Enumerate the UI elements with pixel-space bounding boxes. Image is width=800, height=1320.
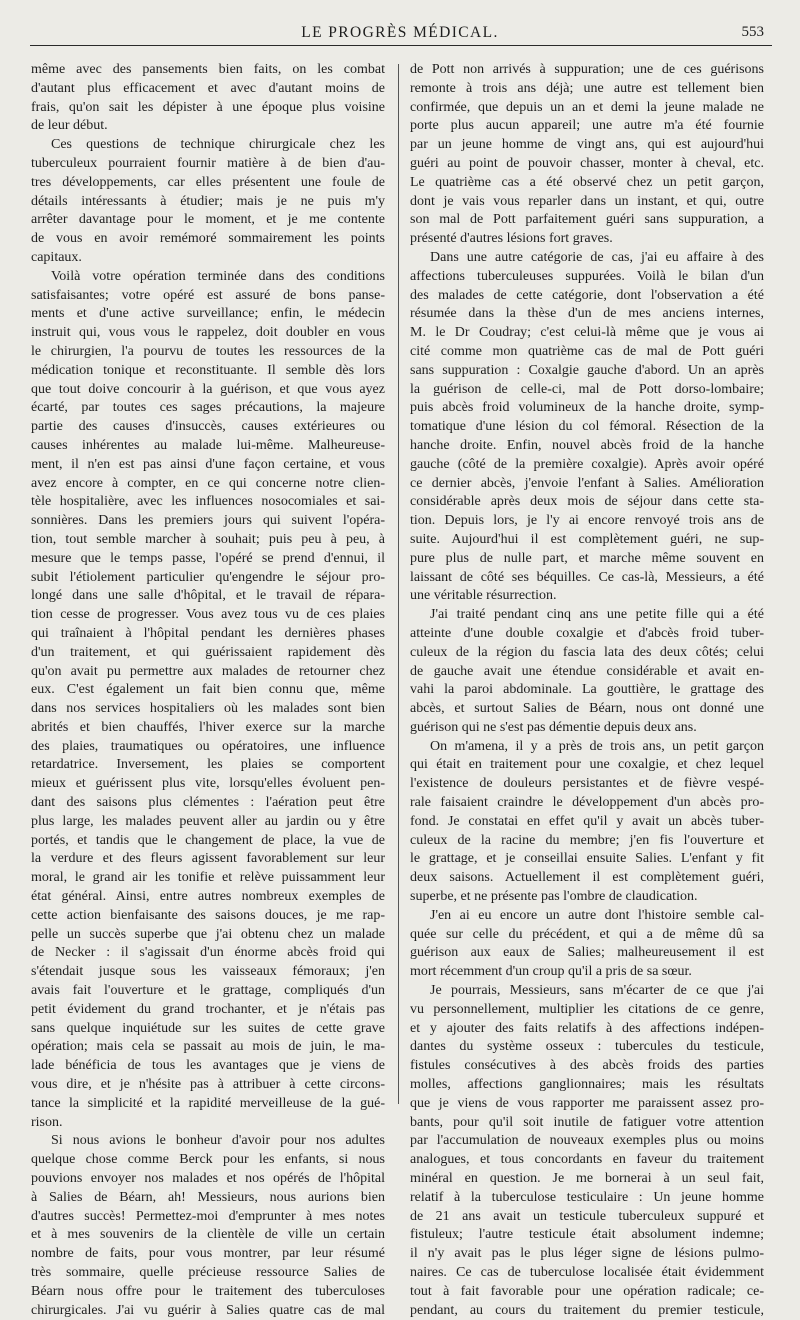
- text-line: que je viens de vous rapporter me paraissent assez pro-: [410, 1095, 764, 1111]
- text-line: vous dire, et je n'hésite pas à attribuer à cette circons-: [31, 1077, 385, 1093]
- header-rule: [30, 45, 772, 46]
- text-line: pouvions envoyer nos malades et nos opérés de l'hôpital: [31, 1171, 385, 1187]
- text-line: culeux de la racine du membre; j'en fis l'ouverture et: [410, 832, 764, 848]
- text-line: Le quatrième cas a été observé chez un petit garçon,: [410, 174, 764, 190]
- text-line: considérable après deux mois de séjour dans cette sta-: [410, 494, 764, 510]
- text-line: sans quelque inquiétude sur les suites de cette grave: [31, 1020, 385, 1036]
- text-line: qui était en traitement pour une coxalgie, et chez lequel: [410, 757, 764, 773]
- text-line: hanche droite. Enfin, nouvel abcès froid de la hanche: [410, 437, 764, 453]
- text-line: pure plus de nulle part, et marche même souvent en: [410, 550, 764, 566]
- journal-title: LE PROGRÈS MÉDICAL.: [301, 24, 499, 41]
- text-line: causes inhérentes au malade lui-même. Malheureuse-: [31, 437, 385, 453]
- text-line: fistuleux; l'autre testicule était absolument indemne;: [410, 1227, 764, 1243]
- text-line: pendant, au cours du traitement du premier testicule,: [410, 1302, 764, 1318]
- text-line: écarté, par toutes ces sages précautions, la majeure: [31, 400, 385, 416]
- text-line: sonnières. Dans les premiers jours qui suivent l'opéra-: [31, 513, 385, 529]
- text-line: s'étendait jusque sous les vaisseaux fémoraux; j'en: [31, 964, 385, 980]
- text-line: rale faisaient craindre le développement d'un abcès pro-: [410, 795, 764, 811]
- text-line: avais fait l'ouverture et le grattage, compliqués d'un: [31, 983, 385, 999]
- text-line: d'autres succès! Permettez-moi d'emprunter à mes notes: [31, 1208, 385, 1224]
- text-line: tion cesse de progresser. Vous avez tous vu de ces plaies: [31, 607, 385, 623]
- text-line: détails intéressants à étudier; mais je ne puis m'y: [31, 193, 385, 209]
- text-line: de gauche avait une étendue considérable et avait en-: [410, 663, 764, 679]
- text-line: pelle un succès superbe que j'ai obtenu chez un malade: [31, 926, 385, 942]
- text-line: tion. Depuis lors, je l'y ai encore renvoyé trois ans de: [410, 513, 764, 529]
- text-line: qu'on avait pu permettre aux malades de retourner chez: [31, 663, 385, 679]
- text-line: résumée dans la thèse d'un de mes anciens internes,: [410, 306, 764, 322]
- text-line: opération; mais cela se passait au mois de juin, le ma-: [31, 1039, 385, 1055]
- text-line: lade bénéficia de tous les avantages que je viens de: [31, 1058, 385, 1074]
- text-line: tuberculeux pourraient fournir matière à de bien d'au-: [31, 155, 385, 171]
- text-line: guérison qui ne s'est pas démentie depuis deux ans.: [410, 719, 697, 735]
- text-line: chirurgicales. J'ai vu guérir à Salies quatre cas de mal: [31, 1302, 385, 1318]
- text-line: il n'y avait pas le plus léger signe de lésions pulmo-: [410, 1246, 764, 1262]
- text-line: le chirurgien, l'a pourvu de toutes les ressources de la: [31, 343, 385, 359]
- text-line: tion, tout semble marcher à souhait; puis peu à peu, à: [31, 531, 385, 547]
- right-column: [410, 61, 764, 1320]
- text-line: guérison aux eaux de Salies; malheureusement il est: [410, 945, 764, 961]
- text-line: ce dernier abcès, j'envoie l'enfant à Salies. Amélioration: [410, 475, 764, 491]
- page-number: 553: [741, 24, 764, 40]
- text-line: vahi la paroi abdominale. La gouttière, le grattage des: [410, 682, 764, 698]
- text-line: gauche (côté de la première coxalgie). Après avoir opéré: [410, 456, 764, 472]
- text-line: quée sur celle du précédent, et qui a de même dû sa: [410, 926, 764, 942]
- text-line: de vous en avoir remémoré sommairement les points: [31, 231, 385, 247]
- text-line: médication tonique et reconstituante. Il semble dès lors: [31, 362, 385, 378]
- text-line: dantes du système osseux : tubercules du testicule,: [410, 1039, 764, 1055]
- text-line: On m'amena, il y a près de trois ans, un petit garçon: [430, 738, 764, 754]
- text-line: instruit qui, vous vous le rappelez, doit doubler en vous: [31, 325, 385, 341]
- text-line: superbe, et ne présente pas l'ombre de claudication.: [410, 889, 698, 905]
- text-line: de 21 ans avait un testicule tuberculeux suppuré et: [410, 1208, 764, 1224]
- text-line: portés, et tandis que le changement de place, la vue de: [31, 832, 385, 848]
- text-line: dont je vais vous reparler dans un instant, et qui, outre: [410, 193, 764, 209]
- text-line: de leur début.: [31, 118, 108, 134]
- text-line: rison.: [31, 1114, 63, 1130]
- text-line: cité comme mon quatrième cas de mal de Pott guéri: [410, 343, 764, 359]
- text-line: frais, qu'on sait les dépister à une époque plus voisine: [31, 99, 385, 115]
- text-line: retardatrice. Inversement, les plaies se comportent: [31, 757, 385, 773]
- text-line: petit évidement du grand trochanter, et je n'étais pas: [31, 1001, 385, 1017]
- text-line: Je pourrais, Messieurs, sans m'écarter de ce que j'ai: [430, 983, 764, 999]
- text-line: des malades de cette catégorie, dont l'observation a été: [410, 287, 764, 303]
- text-line: de Necker : il s'agissait d'un énorme abcès froid qui: [31, 945, 385, 961]
- text-line: la guérison de celle-ci, mal de Pott dorso-lombaire;: [410, 381, 764, 397]
- text-line: et y ajouter des faits relatifs à des affections indépen-: [410, 1020, 764, 1036]
- text-line: remonte à trois ans déjà; une autre est tellement bien: [410, 80, 764, 96]
- text-line: molles, affections ganglionnaires; mais les résultats: [410, 1077, 764, 1093]
- text-line: Voilà votre opération terminée dans des conditions: [51, 268, 385, 284]
- column-divider: [398, 64, 399, 1104]
- text-line: ments et d'une active surveillance; enfin, le médecin: [31, 306, 385, 322]
- text-line: puis abcès froid volumineux de la hanche droite, symp-: [410, 400, 764, 416]
- text-line: moral, le grand air les tonifie et relève puissamment leur: [31, 870, 385, 886]
- text-line: fond. Je constatai en effet qu'il y avait un abcès tuber-: [410, 813, 764, 829]
- text-line: tèle hospitalière, avec les influences nosocomiales et sai-: [31, 494, 385, 510]
- text-line: Ces questions de technique chirurgicale chez les: [51, 137, 385, 153]
- text-line: Dans une autre catégorie de cas, j'ai eu affaire à des: [430, 249, 764, 265]
- text-line: laissant de côté ses béquilles. Ce cas-là, Messieurs, a été: [410, 569, 764, 585]
- text-line: confirmée, que depuis un an et demi la jeune malade ne: [410, 99, 764, 115]
- text-line: dans nos services hospitaliers où les malades sont bien: [31, 701, 385, 717]
- text-line: porte plus aucun appareil; une autre m'a été fournie: [410, 118, 764, 134]
- text-line: ment, il n'en est pas ainsi d'une façon certaine, et vous: [31, 456, 385, 472]
- text-line: mieux et guérissent plus vite, lorsqu'elles évoluent pen-: [31, 776, 385, 792]
- text-line: cette action bienfaisante des saisons douces, je me rap-: [31, 907, 385, 923]
- text-line: suite. Aujourd'hui il est complètement guéri, ne sup-: [410, 531, 764, 547]
- text-line: minéral en question. Je me bornerai à un seul fait,: [410, 1171, 764, 1187]
- text-line: bants, pour qu'il soit inutile de fatiguer votre attention: [410, 1114, 764, 1130]
- text-line: d'autant plus efficacement et avec d'autant moins de: [31, 80, 385, 96]
- text-line: sans suppuration : Coxalgie gauche d'abord. Un an après: [410, 362, 764, 378]
- text-line: nombre de faits, pour vous montrer, par leur résumé: [31, 1246, 385, 1262]
- text-line: plus large, les malades peuvent aller au jardin ou y être: [31, 813, 385, 829]
- text-line: guéri au point de pouvoir chasser, monter à cheval, etc.: [410, 155, 764, 171]
- text-line: présenté d'autres lésions fort graves.: [410, 231, 613, 247]
- text-line: partie des causes d'insuccès, causes extérieures ou: [31, 419, 385, 435]
- text-line: capitaux.: [31, 249, 82, 265]
- text-line: dant des saisons plus clémentes : l'aération peut être: [31, 795, 385, 811]
- text-line: que tout doive concourir à la guérison, et que vous ayez: [31, 381, 385, 397]
- text-line: par l'accumulation de nouveaux exemples plus ou moins: [410, 1133, 764, 1149]
- text-line: une véritable résurrection.: [410, 588, 557, 604]
- text-line: l'existence de douleurs persistantes et de fièvre vespé-: [410, 776, 764, 792]
- text-line: tomatique d'une lésion du col fémoral. Résection de la: [410, 419, 764, 435]
- text-line: de Pott non arrivés à suppuration; une de ces guérisons: [410, 62, 764, 77]
- text-line: J'ai traité pendant cinq ans une petite fille qui a été: [430, 607, 764, 623]
- text-line: quelque chose comme Berck pour les enfants, si nous: [31, 1152, 385, 1168]
- text-line: abrités et bien chauffés, l'hiver exerce sur la marche: [31, 719, 385, 735]
- running-header: [30, 24, 770, 44]
- text-line: des plaies, traumatiques ou opératoires, une influence: [31, 738, 385, 754]
- text-line: M. le Dr Coudray; c'est celui-là même que je vous ai: [410, 325, 764, 341]
- text-line: abcès, et surtout Salies de Béarn, nous ont donné une: [410, 701, 764, 717]
- text-line: qui traînaient à l'hôpital pendant les dernières phases: [31, 625, 385, 641]
- text-line: son mal de Pott parfaitement guéri sans suppuration, a: [410, 212, 764, 228]
- text-line: mesure que le temps passe, l'opéré se prend d'ennui, il: [31, 550, 385, 566]
- text-line: longé dans une salle d'hôpital, et le travail de répara-: [31, 588, 385, 604]
- text-line: tres développements, car elles présentent une foule de: [31, 174, 385, 190]
- text-line: vu personnellement, multiplier les citations de ce genre,: [410, 1001, 764, 1017]
- text-line: et à mes souvenirs de la clientèle de ville un certain: [31, 1227, 385, 1243]
- text-line: naires. Ce cas de tuberculose localisée était évidemment: [410, 1265, 764, 1280]
- text-line: Si nous avions le bonheur d'avoir pour nos adultes: [51, 1133, 385, 1149]
- text-line: subit l'étiolement particulier qu'engendre le séjour pro-: [31, 569, 385, 585]
- text-line: d'un traitement, et qui guérissaient rapidement dès: [31, 644, 385, 660]
- text-line: avez encore à compter, en ce qui concerne notre clien-: [31, 475, 385, 491]
- text-line: Béarn nous offre pour le traitement des tuberculoses: [31, 1283, 385, 1299]
- text-line: arrêter davantage pour le moment, et je me contente: [31, 212, 385, 228]
- text-line: deux saisons. Actuellement il est complètement guéri,: [410, 870, 764, 886]
- text-line: tance la simplicité et la rapidité merveilleuse de la gué-: [31, 1095, 385, 1111]
- left-column: [31, 61, 385, 1320]
- text-line: atteinte d'une double coxalgie et d'abcès froid tuber-: [410, 625, 764, 641]
- text-line: satisfaisantes; votre opéré est assuré de bons panse-: [31, 287, 385, 303]
- text-line: tout à fait favorable pour une opération radicale; ce-: [410, 1283, 764, 1299]
- text-line: fistules consécutives à des abcès froids des parties: [410, 1058, 764, 1074]
- text-line: très sommaire, quelle précieuse ressource Salies de: [31, 1265, 385, 1280]
- text-line: eux. C'est également un fait bien connu que, même: [31, 682, 385, 698]
- text-line: la verdure et des fleurs agissent favorablement sur leur: [31, 851, 385, 867]
- text-line: J'en ai eu encore un autre dont l'histoire semble cal-: [430, 907, 764, 923]
- text-line: même avec des pansements bien faits, on les combat: [31, 62, 385, 77]
- text-line: le grattage, et je conseillai ensuite Salies. L'enfant y fit: [410, 851, 764, 867]
- text-line: relatif à la tuberculose testiculaire : Un jeune homme: [410, 1189, 764, 1205]
- text-line: par un jeune homme de vingt ans, qui est aujourd'hui: [410, 137, 764, 153]
- text-line: culeux de la région du fascia lata des deux côtés; celui: [410, 644, 764, 660]
- text-line: à Salies de Béarn, ah! Messieurs, nous aurions bien: [31, 1189, 385, 1205]
- text-line: mort récemment d'un croup qu'il a pris de sa sœur.: [410, 964, 692, 980]
- text-line: analogues, et tous concordants en faveur du traitement: [410, 1152, 764, 1168]
- text-line: état général. Ainsi, entre autres nombreux exemples de: [31, 889, 385, 905]
- text-line: affections tuberculeuses suppurées. Voilà le bilan d'un: [410, 268, 764, 284]
